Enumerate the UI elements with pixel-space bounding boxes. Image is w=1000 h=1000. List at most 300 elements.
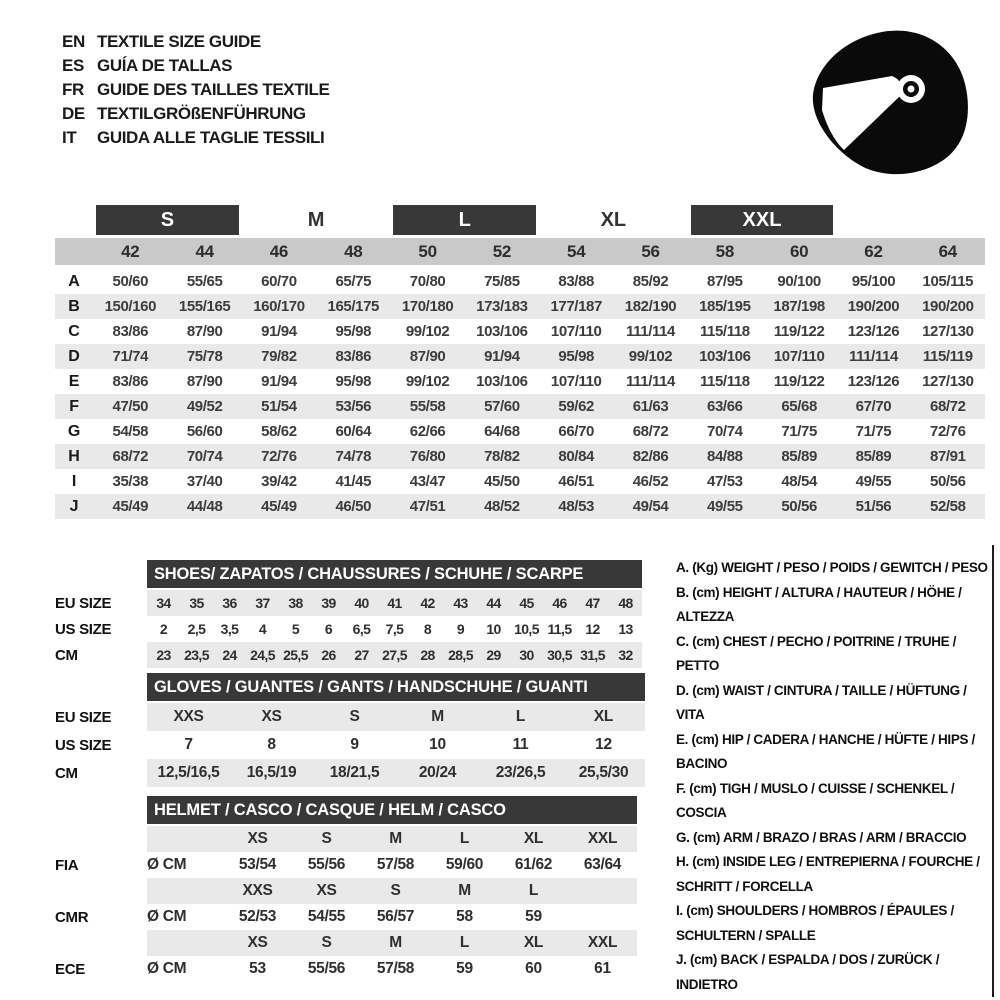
measurement-cell: 115/119 <box>922 348 973 365</box>
size-number-cell: 52 <box>465 238 539 269</box>
measurement-cell: 87/95 <box>707 273 743 290</box>
gloves-cm-cell: 23/26,5 <box>479 759 562 787</box>
gloves-us-cell: 11 <box>512 736 529 753</box>
shoes-cm-cell: 29 <box>477 642 510 668</box>
title-spacer <box>55 796 147 826</box>
row-letter: I <box>71 472 77 490</box>
measurement-cell: 85/92 <box>632 273 669 290</box>
helmet-title-row <box>55 796 637 826</box>
eu-size-label: EU SIZE <box>55 708 112 726</box>
measurement-cell: 103/106 <box>476 323 528 340</box>
helmet-size-cell: M <box>430 878 499 904</box>
measurement-cell: 48/53 <box>558 498 594 515</box>
measurement-cell: 71/75 <box>781 423 817 440</box>
measurement-cell: 87/90 <box>409 348 446 365</box>
shoes-size-table <box>55 560 642 668</box>
gloves-eu-cell: L <box>479 703 562 731</box>
gloves-us-cell: 10 <box>429 736 446 753</box>
shoes-us-cell: 6 <box>324 621 333 637</box>
helmet-value-cell: 56/57 <box>376 908 415 925</box>
legend-item: J. (cm) BACK / ESPALDA / DOS / ZURÜCK / INDIETRO <box>676 952 940 992</box>
helmet-size-cell: XS <box>292 878 361 904</box>
measurement-cell: 49/55 <box>855 473 892 490</box>
shoes-eu-cell: 38 <box>279 590 312 616</box>
measurement-cell: 87/90 <box>186 323 223 340</box>
gloves-cm-cell: 25,5/30 <box>562 759 645 787</box>
measurement-row <box>55 344 985 369</box>
measurement-cell: 51/56 <box>855 498 892 515</box>
measurement-cell: 70/74 <box>707 423 743 440</box>
measurement-cell: 160/170 <box>253 298 305 315</box>
measurement-cell: 115/118 <box>699 373 750 390</box>
language-row <box>62 54 329 78</box>
diameter-cm-label: Ø CM <box>147 960 187 977</box>
measurement-cell: 39/42 <box>261 473 297 490</box>
language-code: EN <box>62 32 85 51</box>
ece-label: ECE <box>55 960 85 978</box>
size-band-cell <box>55 205 93 238</box>
shoes-us-cell: 3,5 <box>220 621 239 637</box>
helmet-size-cell: S <box>292 930 361 956</box>
unit-spacer <box>147 930 223 956</box>
cmr-sizes-row <box>55 878 637 904</box>
helmet-size-cell: S <box>292 826 361 852</box>
helmet-title-bar: HELMET / CASCO / CASQUE / HELM / CASCO <box>147 796 637 826</box>
measurement-cell: 60/64 <box>335 423 372 440</box>
measurement-cell: 95/98 <box>335 373 372 390</box>
cm-label: CM <box>55 764 78 782</box>
measurement-cell: 127/130 <box>922 373 974 390</box>
label-spacer <box>55 930 147 956</box>
gloves-title-bar: GLOVES / GUANTES / GANTS / HANDSCHUHE / GUANTI <box>147 673 645 703</box>
size-band-cell: XXL <box>688 205 837 238</box>
gloves-eu-row <box>55 703 645 731</box>
measurement-cell: 70/74 <box>186 448 223 465</box>
measurement-cell: 87/91 <box>930 448 966 465</box>
gloves-title-row <box>55 673 645 703</box>
gloves-eu-cell: M <box>396 703 479 731</box>
measurement-cell: 190/200 <box>922 298 974 315</box>
helmet-size-cell <box>568 878 637 904</box>
measurement-cell: 90/100 <box>777 273 821 290</box>
measurement-cell: 99/102 <box>405 373 450 390</box>
gloves-cm-row <box>55 759 645 787</box>
size-band-cell: M <box>242 205 391 238</box>
fia-sizes-row <box>55 826 637 852</box>
helmet-size-cell: XS <box>223 930 292 956</box>
legend-item: D. (cm) WAIST / CINTURA / TAILLE / HÜFTUNG / VITA <box>676 682 967 722</box>
measurement-row <box>55 369 985 394</box>
ece-values-row <box>55 956 637 982</box>
helmet-value-cell: 57/58 <box>376 960 415 977</box>
measurement-cell: 173/183 <box>476 298 528 315</box>
row-letter: A <box>68 272 80 290</box>
label-spacer <box>55 826 147 852</box>
helmet-size-cell: XL <box>499 930 568 956</box>
measurement-cell: 45/49 <box>261 498 297 515</box>
shoes-cm-cell: 26 <box>312 642 345 668</box>
helmet-value-cell <box>568 904 637 930</box>
shoes-eu-cell: 48 <box>609 590 642 616</box>
shoes-eu-cell: 43 <box>444 590 477 616</box>
us-size-label: US SIZE <box>55 736 112 754</box>
legend-item: H. (cm) INSIDE LEG / ENTREPIERNA / FOURCHE / SCHRITT / FORCELLA <box>676 854 980 894</box>
measurement-cell: 111/114 <box>626 373 675 390</box>
measurement-cell: 44/48 <box>186 498 223 515</box>
measurement-cell: 35/38 <box>112 473 149 490</box>
measurement-row <box>55 394 985 419</box>
language-code: DE <box>62 104 85 123</box>
helmet-size-cell: S <box>361 878 430 904</box>
shoes-cm-cell: 25,5 <box>279 642 312 668</box>
helmet-size-cell: L <box>499 878 568 904</box>
helmet-size-cell: L <box>430 930 499 956</box>
measurement-cell: 47/51 <box>409 498 446 515</box>
gloves-eu-cell: XXS <box>147 703 230 731</box>
helmet-size-cell: XXS <box>223 878 292 904</box>
shoes-eu-row <box>55 590 642 616</box>
helmet-value-cell: 61/62 <box>514 856 553 873</box>
guide-title-label: GUÍA DE TALLAS <box>97 56 233 75</box>
measurement-cell: 45/49 <box>112 498 149 515</box>
measurement-cell: 91/94 <box>484 348 520 365</box>
gloves-us-cell: 7 <box>184 736 193 753</box>
diameter-cm-label: Ø CM <box>147 856 187 873</box>
measurement-cell: 57/60 <box>484 398 520 415</box>
measurement-cell: 70/80 <box>409 273 446 290</box>
measurement-cell: 43/47 <box>409 473 446 490</box>
measurement-cell: 50/56 <box>930 473 966 490</box>
measurement-cell: 75/78 <box>186 348 223 365</box>
size-band-cell: XL <box>539 205 688 238</box>
measurement-cell: 95/98 <box>335 323 372 340</box>
measurement-cell: 48/52 <box>484 498 520 515</box>
measurement-cell: 95/100 <box>851 273 896 290</box>
size-band-cell <box>836 205 910 238</box>
size-number-cell: 50 <box>390 238 464 269</box>
measurement-cell: 103/106 <box>699 348 751 365</box>
measurement-cell: 119/122 <box>773 373 825 390</box>
eu-size-label: EU SIZE <box>55 594 112 612</box>
measurement-cell: 46/50 <box>335 498 372 515</box>
shoes-us-cell: 6,5 <box>352 621 371 637</box>
measurement-cell: 59/62 <box>558 398 594 415</box>
measurement-cell: 62/66 <box>409 423 446 440</box>
shoes-us-cell: 10 <box>486 621 501 637</box>
shoes-us-cell: 4 <box>258 621 267 637</box>
legend-item: G. (cm) ARM / BRAZO / BRAS / ARM / BRACCIO <box>676 829 967 845</box>
language-title-block <box>62 30 329 150</box>
measurement-cell: 165/175 <box>327 298 379 315</box>
shoes-us-cell: 12 <box>585 621 600 637</box>
helmet-size-cell: XS <box>223 826 292 852</box>
shoes-eu-cell: 41 <box>378 590 411 616</box>
measurement-cell: 83/86 <box>112 323 149 340</box>
measurement-cell: 47/53 <box>707 473 743 490</box>
measurement-cell: 111/114 <box>848 348 898 365</box>
size-number-header-row <box>55 238 985 269</box>
measurement-cell: 99/102 <box>405 323 450 340</box>
shoes-us-cell: 2 <box>159 621 168 637</box>
helmet-value-cell: 53 <box>249 960 266 977</box>
measurement-cell: 46/52 <box>632 473 669 490</box>
measurement-cell: 76/80 <box>409 448 446 465</box>
measurement-cell: 52/58 <box>930 498 966 515</box>
measurement-cell: 55/58 <box>409 398 446 415</box>
guide-title-label: TEXTILGRÖßENFÜHRUNG <box>97 104 306 123</box>
cmr-label: CMR <box>55 908 89 926</box>
shoes-title-bar: SHOES/ ZAPATOS / CHAUSSURES / SCHUHE / SCARPE <box>147 560 642 590</box>
helmet-value-cell: 55/56 <box>307 856 346 873</box>
measurement-cell: 91/94 <box>261 373 297 390</box>
size-number-cell: 54 <box>539 238 613 269</box>
shoes-us-cell: 2,5 <box>187 621 206 637</box>
measurement-cell: 37/40 <box>186 473 223 490</box>
measurement-cell: 63/66 <box>707 398 743 415</box>
title-spacer <box>55 673 147 703</box>
measurement-cell: 49/54 <box>632 498 669 515</box>
helmet-value-cell: 53/54 <box>238 856 277 873</box>
shoes-eu-cell: 45 <box>510 590 543 616</box>
gloves-cm-cell: 16,5/19 <box>230 759 313 787</box>
legend-item: F. (cm) TIGH / MUSLO / CUISSE / SCHENKEL / COSCIA <box>676 780 955 820</box>
shoes-us-row <box>55 616 642 642</box>
measurement-cell: 103/106 <box>476 373 528 390</box>
measurement-cell: 45/50 <box>484 473 520 490</box>
shoes-cm-cell: 23 <box>147 642 180 668</box>
shoes-eu-cell: 40 <box>345 590 378 616</box>
size-number-cell: 48 <box>316 238 390 269</box>
shoes-eu-cell: 42 <box>411 590 444 616</box>
measurement-cell: 177/187 <box>550 298 602 315</box>
measurement-cell: 50/56 <box>781 498 817 515</box>
legend-item: B. (cm) HEIGHT / ALTURA / HAUTEUR / HÖHE / ALTEZZA <box>676 584 962 624</box>
size-band-cell: S <box>93 205 242 238</box>
legend-item: A. (Kg) WEIGHT / PESO / POIDS / GEWITCH / PESO <box>676 560 988 575</box>
gloves-size-table <box>55 673 645 787</box>
helmet-value-cell: 58 <box>456 908 473 925</box>
shoes-eu-cell: 47 <box>576 590 609 616</box>
measurement-cell: 68/72 <box>632 423 669 440</box>
shoes-cm-cell: 28,5 <box>444 642 477 668</box>
helmet-size-cell: XL <box>499 826 568 852</box>
measurement-row <box>55 419 985 444</box>
fia-label: FIA <box>55 856 79 874</box>
gloves-cm-cell: 12,5/16,5 <box>147 759 230 787</box>
shoes-eu-cell: 44 <box>477 590 510 616</box>
row-letter: B <box>68 297 80 315</box>
measurement-cell: 95/98 <box>558 348 594 365</box>
measurement-cell: 182/190 <box>624 298 677 315</box>
shoes-cm-cell: 23,5 <box>180 642 213 668</box>
gloves-us-cell: 8 <box>267 736 276 753</box>
size-band-row <box>55 205 985 238</box>
measurement-cell: 67/70 <box>855 398 892 415</box>
measurement-legend <box>676 556 994 997</box>
racing-helmet-icon <box>802 26 974 176</box>
measurement-cell: 150/160 <box>104 298 157 315</box>
measurement-cell: 53/56 <box>335 398 372 415</box>
measurement-cell: 71/75 <box>855 423 892 440</box>
measurement-cell: 123/126 <box>847 323 900 340</box>
measurement-cell: 107/110 <box>773 348 825 365</box>
measurement-row <box>55 469 985 494</box>
helmet-value-cell: 61 <box>594 960 611 977</box>
helmet-value-cell: 60 <box>525 960 542 977</box>
measurement-cell: 46/51 <box>558 473 594 490</box>
measurement-cell: 47/50 <box>112 398 149 415</box>
row-letter: F <box>69 397 79 415</box>
measurement-cell: 65/68 <box>781 398 817 415</box>
measurement-cell: 65/75 <box>335 273 372 290</box>
measurement-cell: 54/58 <box>112 423 149 440</box>
shoes-eu-cell: 39 <box>312 590 345 616</box>
shoes-cm-cell: 24,5 <box>246 642 279 668</box>
unit-spacer <box>147 826 223 852</box>
diameter-cm-label: Ø CM <box>147 908 187 925</box>
row-letter: C <box>68 322 80 340</box>
shoes-cm-cell: 30,5 <box>543 642 576 668</box>
shoes-us-cell: 13 <box>618 621 633 637</box>
measurement-cell: 91/94 <box>261 323 297 340</box>
ece-sizes-row <box>55 930 637 956</box>
measurement-cell: 49/52 <box>186 398 223 415</box>
shoes-us-cell: 7,5 <box>385 621 404 637</box>
shoes-us-cell: 5 <box>291 621 300 637</box>
measurement-cell: 68/72 <box>930 398 966 415</box>
measurement-row <box>55 494 985 519</box>
measurement-cell: 119/122 <box>773 323 825 340</box>
measurement-cell: 105/115 <box>922 273 974 290</box>
measurement-cell: 85/89 <box>781 448 817 465</box>
helmet-size-table <box>55 796 637 982</box>
shoes-us-cell: 10,5 <box>514 621 539 637</box>
language-row <box>62 78 329 102</box>
size-number-cell: 60 <box>762 238 836 269</box>
guide-title-label: GUIDA ALLE TAGLIE TESSILI <box>97 128 325 147</box>
measurement-row <box>55 294 985 319</box>
gloves-cm-cell: 18/21,5 <box>313 759 396 787</box>
measurement-cell: 82/86 <box>632 448 669 465</box>
shoes-cm-cell: 31,5 <box>576 642 609 668</box>
gloves-eu-cell: XL <box>562 703 645 731</box>
measurement-cell: 66/70 <box>558 423 594 440</box>
row-letter: H <box>68 447 80 465</box>
textile-size-table <box>55 205 985 519</box>
language-row <box>62 102 329 126</box>
legend-item: I. (cm) SHOULDERS / HOMBROS / ÉPAULES / SCHULTERN / SPALLE <box>676 903 954 943</box>
shoes-us-cell: 11,5 <box>547 621 572 637</box>
helmet-value-cell: 55/56 <box>307 960 346 977</box>
size-number-cell: 56 <box>613 238 687 269</box>
measurement-cell: 85/89 <box>855 448 892 465</box>
measurement-cell: 68/72 <box>112 448 149 465</box>
size-number-cell: 62 <box>836 238 910 269</box>
measurement-cell: 107/110 <box>550 323 602 340</box>
cmr-values-row <box>55 904 637 930</box>
row-letter: D <box>68 347 80 365</box>
shoes-us-cell: 9 <box>456 621 465 637</box>
language-code: IT <box>62 128 77 147</box>
shoes-cm-cell: 27 <box>345 642 378 668</box>
guide-title-label: GUIDE DES TAILLES TEXTILE <box>97 80 330 99</box>
helmet-value-cell: 52/53 <box>238 908 277 925</box>
size-band-cell: L <box>390 205 539 238</box>
measurement-cell: 155/165 <box>178 298 231 315</box>
helmet-value-cell: 63/64 <box>583 856 622 873</box>
unit-spacer <box>147 878 223 904</box>
measurement-cell: 50/60 <box>112 273 149 290</box>
measurement-cell: 60/70 <box>261 273 297 290</box>
helmet-size-cell: XXL <box>568 826 637 852</box>
cm-label: CM <box>55 646 78 664</box>
size-number-cell: 64 <box>911 238 985 269</box>
size-number-cell: 42 <box>93 238 167 269</box>
shoes-eu-cell: 35 <box>180 590 213 616</box>
measurement-cell: 107/110 <box>550 373 602 390</box>
shoes-cm-cell: 27,5 <box>378 642 411 668</box>
gloves-us-cell: 12 <box>595 736 612 753</box>
measurement-cell: 87/90 <box>186 373 223 390</box>
measurement-cell: 170/180 <box>401 298 454 315</box>
shoes-cm-cell: 28 <box>411 642 444 668</box>
measurement-cell: 74/78 <box>335 448 372 465</box>
gloves-eu-cell: XS <box>230 703 313 731</box>
helmet-size-cell: M <box>361 826 430 852</box>
measurement-cell: 83/86 <box>335 348 372 365</box>
shoes-us-cell: 8 <box>423 621 432 637</box>
measurement-cell: 99/102 <box>628 348 673 365</box>
size-number-cell: 44 <box>167 238 241 269</box>
shoes-eu-cell: 46 <box>543 590 576 616</box>
label-spacer <box>55 878 147 904</box>
measurement-cell: 187/198 <box>773 298 825 315</box>
measurement-cell: 83/88 <box>558 273 594 290</box>
measurement-cell: 123/126 <box>847 373 900 390</box>
shoes-eu-cell: 36 <box>213 590 246 616</box>
measurement-row <box>55 444 985 469</box>
measurement-cell: 80/84 <box>558 448 594 465</box>
measurement-cell: 61/63 <box>632 398 669 415</box>
measurement-cell: 78/82 <box>484 448 520 465</box>
helmet-value-cell: 54/55 <box>307 908 346 925</box>
title-spacer <box>55 560 147 590</box>
shoes-eu-cell: 37 <box>246 590 279 616</box>
measurement-cell: 111/114 <box>626 323 675 340</box>
gloves-cm-cell: 20/24 <box>396 759 479 787</box>
shoes-title-row <box>55 560 642 590</box>
measurement-cell: 56/60 <box>186 423 223 440</box>
helmet-value-cell: 57/58 <box>376 856 415 873</box>
helmet-value-cell: 59/60 <box>445 856 484 873</box>
measurement-cell: 71/74 <box>112 348 149 365</box>
legend-item: E. (cm) HIP / CADERA / HANCHE / HÜFTE / HIPS / BACINO <box>676 731 975 771</box>
measurement-cell: 49/55 <box>707 498 743 515</box>
measurement-cell: 185/195 <box>699 298 751 315</box>
helmet-value-cell: 59 <box>456 960 473 977</box>
measurement-cell: 190/200 <box>847 298 900 315</box>
helmet-size-cell: M <box>361 930 430 956</box>
legend-item: C. (cm) CHEST / PECHO / POITRINE / TRUHE / PETTO <box>676 633 957 673</box>
shoes-cm-cell: 30 <box>510 642 543 668</box>
helmet-value-cell: 59 <box>525 908 542 925</box>
fia-values-row <box>55 852 637 878</box>
measurement-cell: 127/130 <box>922 323 974 340</box>
us-size-label: US SIZE <box>55 620 112 638</box>
language-row <box>62 30 329 54</box>
measurement-cell: 84/88 <box>707 448 743 465</box>
corner-blank-cell <box>55 238 93 269</box>
